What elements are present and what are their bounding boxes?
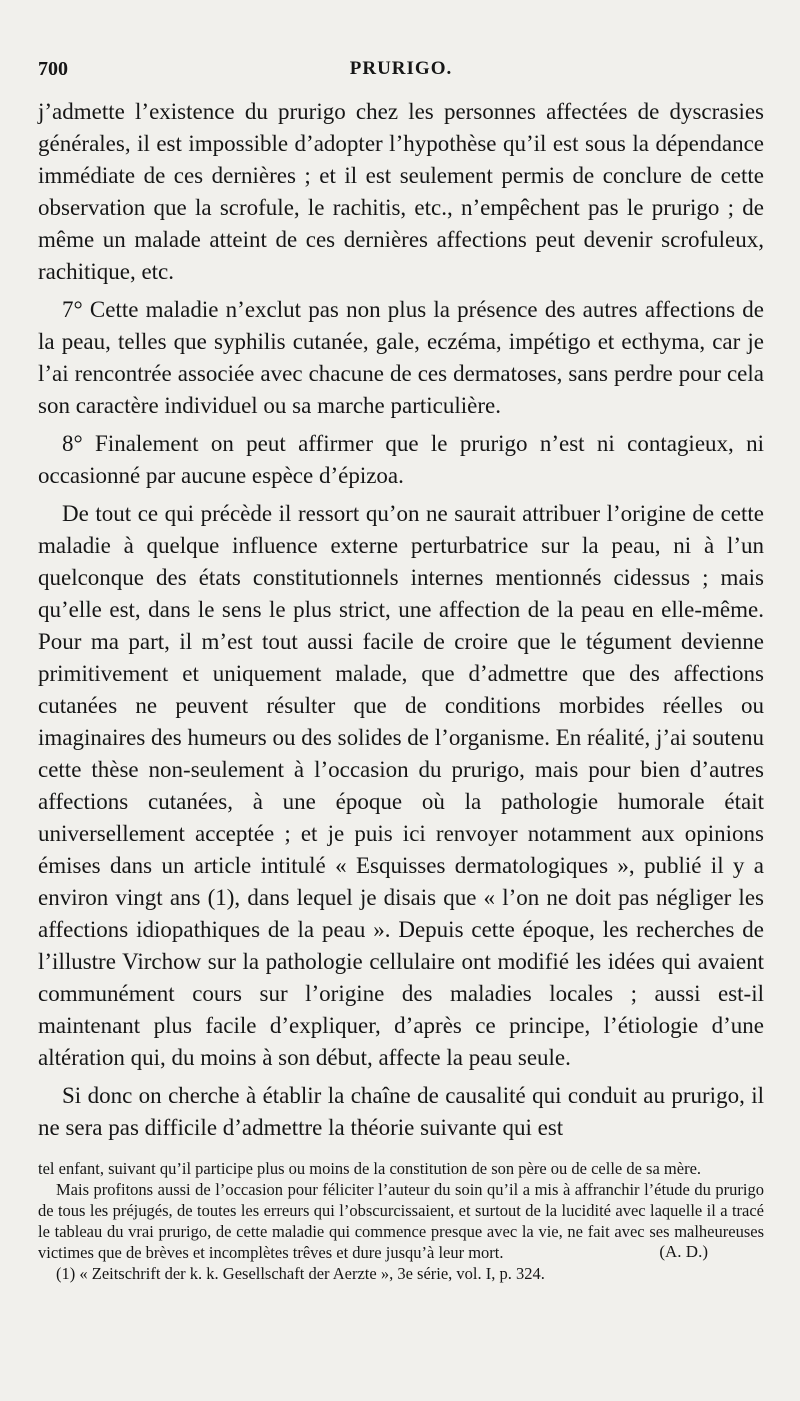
paragraph-4: De tout ce qui précède il ressort qu’on ne saurait attribuer l’origine de cette maladie à quelque influence externe perturbatrice sur la peau, ni à l’un quelconque des états constitutionnels internes mentionnés cidessus ; mais qu’elle est, dans le sens le plus strict, une affection de la peau en elle-même. Pour ma part, il m’est tout aussi facile de croire que le tégument devienne primitivement et uniquement malade, que d’admettre que des affections cutanées ne peuvent résulter que de conditions morbides réelles ou imaginaires des humeurs ou des solides de l’organisme. En réalité, j’ai soutenu cette thèse non-seulement à l’occasion du prurigo, mais pour bien d’autres affections cutanées, à une époque où la pathologie humorale était universellement acceptée ; et je puis ici renvoyer notamment aux opinions émises dans un article intitulé « Esquisses dermatologiques », publié il y a environ vingt ans (1), dans lequel je disais que « l’on ne doit pas négliger les affections idiopathiques de la peau ». Depuis cette époque, les recherches de l’illustre Virchow sur la pathologie cellulaire ont modifié les idées qui avaient communément cours sur l’origine des maladies locales ; aussi est-il maintenant plus facile d’expliquer, d’après ce principe, l’étiologie d’une altération qui, du moins à son début, affecte la peau seule.: [38, 501, 764, 1070]
paragraph-5: Si donc on cherche à établir la chaîne de causalité qui conduit au prurigo, il ne sera pas difficile d’admettre la théorie suivante qui est: [38, 1083, 764, 1140]
footnote-continuation: tel enfant, suivant qu’il participe plus ou moins de la constitution de son père ou de celle de sa mère.: [38, 1159, 702, 1178]
page: [38, 58, 764, 1284]
translator-signature: (A. D.): [659, 1242, 708, 1261]
running-head: PRURIGO.: [349, 58, 453, 79]
body-text: [38, 96, 764, 1144]
paragraph-2: 7° Cette maladie n’exclut pas non plus la présence des autres affections de la peau, telles que syphilis cutanée, gale, eczéma, impétigo et ecthyma, car je l’ai rencontrée associée avec chacune de ces dermatoses, sans perdre pour cela son caractère individuel ou sa marche particulière.: [38, 297, 764, 418]
paragraph-1: j’admette l’existence du prurigo chez les personnes affectées de dyscrasies générales, il est impossible d’adopter l’hypothèse qu’il est sous la dépendance immédiate de ces dernières ; et il est seulement permis de conclure de cette observation que la scrofule, le rachitis, etc., n’empêchent pas le prurigo ; de même un malade atteint de ces dernières affections peut devenir scrofuleux, rachitique, etc.: [38, 99, 764, 284]
translator-note: Mais profitons aussi de l’occasion pour féliciter l’auteur du soin qu’il a mis à affranchir l’étude du prurigo de tous les préjugés, de toutes les erreurs qui l’obscurcissaient, et surtout de la lucidité avec laquelle il a tracé le tableau du vrai prurigo, de cette maladie qui commence presque avec la vie, ne fait avec ses malheureuses victimes que de brèves et incomplètes trêves et dure jusqu’à leur mort.: [38, 1180, 764, 1262]
footnotes: [38, 1158, 764, 1284]
page-number: 700: [38, 58, 68, 80]
paragraph-3: 8° Finalement on peut affirmer que le prurigo n’est ni contagieux, ni occasionné par aucune espèce d’épizoa.: [38, 431, 764, 488]
page-header: [38, 58, 764, 88]
footnote-reference: (1) « Zeitschrift der k. k. Gesellschaft der Aerzte », 3e série, vol. I, p. 324.: [56, 1264, 545, 1283]
